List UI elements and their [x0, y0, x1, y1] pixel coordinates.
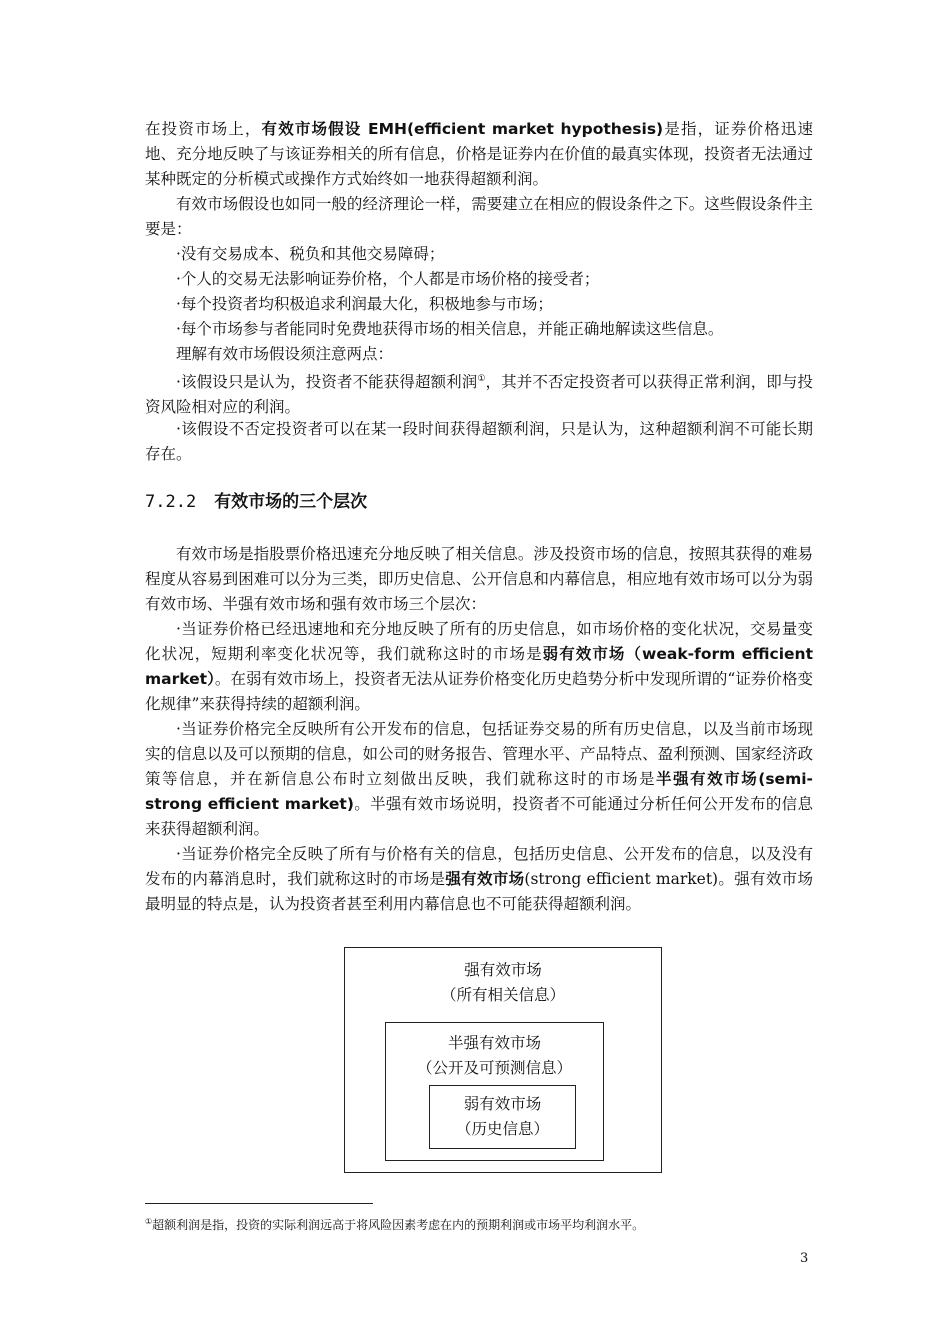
semi-strong-english: (semi-strong efficient market) [145, 770, 813, 813]
strong-market-box-subtitle: （所有相关信息） [440, 986, 565, 1004]
section-number: 7.2.2 [145, 492, 197, 512]
strong-market-box-title: 强有效市场 [464, 961, 542, 979]
semi-strong-market-box-subtitle: （公开及可预测信息） [416, 1059, 572, 1077]
semi-strong-text: ·当证券价格完全反映所有公开发布的信息，包括证券交易的所有历史信息，以及当前市场现实的信息以及可以预期的信息，如公司的财务报告、管理水平、产品特点、盈利预测、国家经济政策等信息，并在新信息公布时立刻做出反映，我们就称这时的市场是 [145, 720, 813, 788]
condition-item: ·每个市场参与者能同时免费地获得市场的相关信息，并能正确地解读这些信息。 [176, 320, 724, 338]
strong-market-text: 。强有效市场最明显的特点是，认为投资者甚至利用内幕信息也不可能获得超额利润。 [145, 870, 813, 913]
intro-lead: 在投资市场上， [145, 120, 262, 138]
semi-strong-text: 。半强有效市场说明，投资者不可能通过分析任何公开发布的信息来获得超额利润。 [145, 795, 813, 838]
footnote-reference[interactable]: ① [477, 374, 486, 384]
weak-market-box [429, 1085, 576, 1149]
notice-title: 理解有效市场假设须注意两点： [176, 345, 394, 363]
condition-item: ·每个投资者均积极追求利润最大化，积极地参与市场； [176, 295, 553, 313]
semi-strong-market-paragraph [145, 717, 813, 842]
strong-market-text: ·当证券价格完全反映了所有与价格有关的信息，包括历史信息、公开发布的信息，以及没有发布的内幕消息时，我们就称这时的市场是 [145, 845, 813, 888]
notice-item [145, 367, 813, 420]
footnote-divider [145, 1203, 373, 1204]
intro-paragraph [145, 117, 813, 192]
section-title: 有效市场的三个层次 [214, 492, 368, 512]
semi-strong-market-box-title: 半强有效市场 [447, 1034, 541, 1052]
weak-market-text: ·当证券价格已经迅速地和充分地反映了所有的历史信息，如市场价格的变化状况，交易量变化状况，短期利率变化状况等，我们就称这时的市场是 [145, 620, 813, 663]
weak-market-term: 弱有效市场（weak-form efficient market） [145, 645, 813, 688]
condition-item: ·个人的交易无法影响证券价格，个人都是市场价格的接受者； [176, 270, 600, 288]
footnote [145, 1213, 644, 1234]
weak-market-text: 。在弱有效市场上，投资者无法从证券价格变化历史趋势分析中发现所谓的“证券价格变化规律”来获得持续的超额利润。 [145, 670, 813, 713]
semi-strong-term: 半强有效市场 [656, 770, 759, 788]
weak-market-box-title: 弱有效市场 [463, 1095, 542, 1113]
emh-term: 有效市场假设 EMH(efficient market hypothesis) [261, 120, 664, 138]
strong-market-english: (strong efficient market) [524, 870, 719, 888]
page-number: 3 [800, 1251, 809, 1266]
condition-item: ·没有交易成本、税负和其他交易障碍； [176, 245, 445, 263]
weak-market-paragraph [145, 617, 813, 717]
weak-market-box-subtitle: （历史信息） [455, 1120, 549, 1138]
intro-body: 是指，证券价格迅速地、充分地反映了与该证券相关的所有信息，价格是证券内在价值的最真实体现，投资者无法通过某种既定的分析模式或操作方式始终如一地获得超额利润。 [145, 120, 813, 188]
section-heading [145, 490, 367, 514]
footnote-mark: ① [145, 1217, 153, 1226]
strong-market-term: 强有效市场 [445, 870, 525, 888]
footnote-text: 超额利润是指，投资的实际利润远高于将风险因素考虑在内的预期利润或市场平均利润水平。 [152, 1218, 645, 1232]
levels-intro-paragraph: 有效市场是指股票价格迅速充分地反映了相关信息。涉及投资市场的信息，按照其获得的难易程度从容易到困难可以分为三类，即历史信息、公开信息和内幕信息，相应地有效市场可以分为弱有效市场、半强有效市场和强有效市场三个层次： [145, 545, 813, 613]
strong-market-paragraph [145, 842, 813, 917]
notice-item: ·该假设不否定投资者可以在某一段时间获得超额利润，只是认为，这种超额利润不可能长期存在。 [145, 420, 813, 463]
assumptions-paragraph: 有效市场假设也如同一般的经济理论一样，需要建立在相应的假设条件之下。这些假设条件主要是： [145, 195, 813, 238]
notice-text: ，其并不否定投资者可以获得正常利润，即与投资风险相对应的利润。 [145, 373, 813, 417]
notice-text: ·该假设只是认为，投资者不能获得超额利润 [176, 373, 478, 392]
